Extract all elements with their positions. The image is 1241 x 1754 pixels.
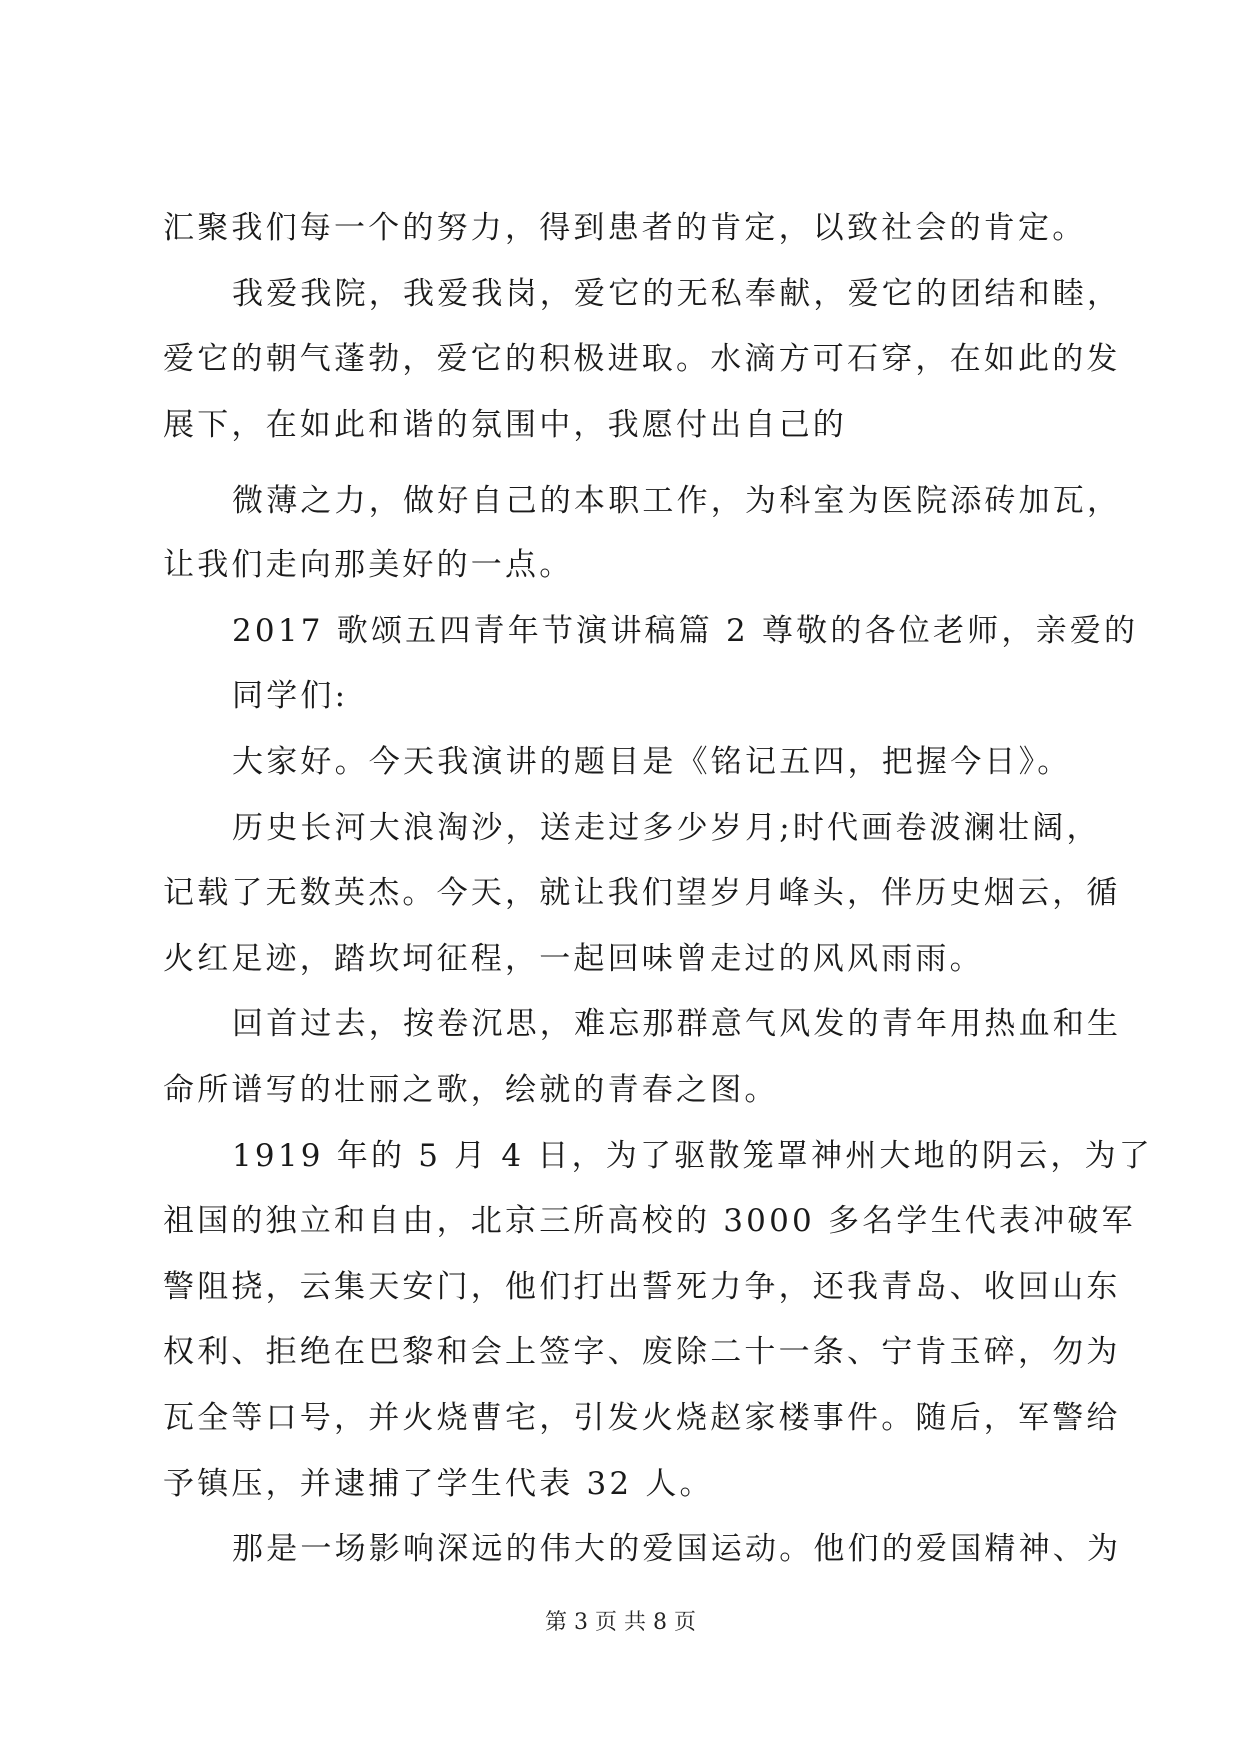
text-line-11: 记载了无数英杰。今天，就让我们望岁月峰头，伴历史烟云，循 [163,875,1121,911]
text-line-6: 让我们走向那美好的一点。 [163,547,574,583]
text-line-7: 2017 歌颂五四青年节演讲稿篇 2 尊敬的各位老师，亲爱的 [232,613,1139,649]
text-line-10: 历史长河大浪淘沙，送走过多少岁月;时代画卷波澜壮阔， [232,810,1101,846]
text-line-13: 回首过去，按卷沉思，难忘那群意气风发的青年用热血和生 [232,1006,1122,1042]
text-line-2: 我爱我院，我爱我岗，爱它的无私奉献，爱它的团结和睦， [232,276,1122,312]
text-line-1: 汇聚我们每一个的努力，得到患者的肯定，以致社会的肯定。 [163,210,1087,246]
text-line-16: 祖国的独立和自由，北京三所高校的 3000 多名学生代表冲破军 [163,1203,1136,1239]
text-line-4: 展下，在如此和谐的氛围中，我愿付出自己的 [163,407,847,443]
text-line-3: 爱它的朝气蓬勃，爱它的积极进取。水滴方可石穿，在如此的发 [163,341,1121,377]
text-line-12: 火红足迹，踏坎坷征程，一起回味曾走过的风风雨雨。 [163,941,984,977]
text-line-15: 1919 年的 5 月 4 日，为了驱散笼罩神州大地的阴云，为了 [232,1138,1154,1174]
text-line-9: 大家好。今天我演讲的题目是《铭记五四，把握今日》。 [232,744,1072,780]
text-line-5: 微薄之力，做好自己的本职工作，为科室为医院添砖加瓦， [232,483,1122,519]
text-line-14: 命所谱写的壮丽之歌，绘就的青春之图。 [163,1072,779,1108]
page-footer: 第 3 页 共 8 页 [545,1610,696,1635]
text-line-17: 警阻挠，云集天安门，他们打出誓死力争，还我青岛、收回山东 [163,1269,1121,1305]
text-line-18: 权利、拒绝在巴黎和会上签字、废除二十一条、宁肯玉碎，勿为 [163,1334,1121,1370]
text-line-8: 同学们: [232,678,349,714]
text-line-19: 瓦全等口号，并火烧曹宅，引发火烧赵家楼事件。随后，军警给 [163,1400,1121,1436]
text-line-21: 那是一场影响深远的伟大的爱国运动。他们的爱国精神、为 [232,1531,1122,1567]
text-line-20: 予镇压，并逮捕了学生代表 32 人。 [163,1466,714,1502]
